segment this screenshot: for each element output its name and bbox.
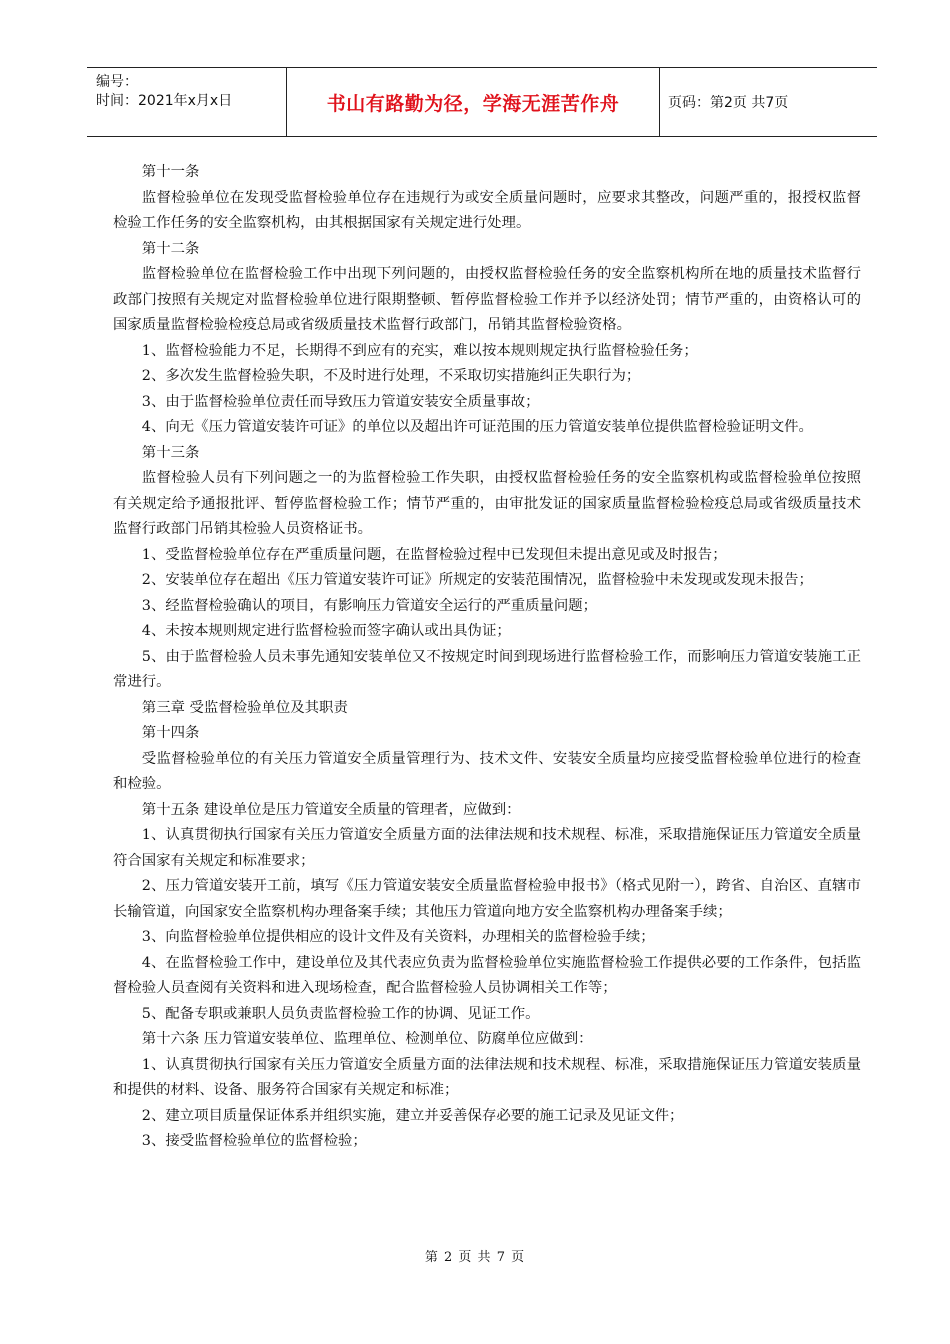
header-page-cell: [660, 68, 877, 136]
paragraph: 监督检验单位在发现受监督检验单位存在违规行为或安全质量问题时，应要求其整改，问题严重的，报授权监督检验工作任务的安全监察机构，由其根据国家有关规定进行处理。: [113, 189, 861, 231]
paragraph: 受监督检验单位的有关压力管道安全质量管理行为、技术文件、安装安全质量均应接受监督检验单位进行的检查和检验。: [113, 750, 861, 792]
chapter-3-heading: 第三章 受监督检验单位及其职责: [141, 699, 348, 716]
list-item: 3、由于监督检验单位责任而导致压力管道安装安全质量事故；: [141, 393, 540, 410]
list-item: 2、多次发生监督检验失职，不及时进行处理，不采取切实措施纠正失职行为；: [141, 368, 641, 384]
document-body: [113, 160, 861, 1155]
document-time-label: 时间：2021年x月x日: [96, 93, 233, 109]
list-item: 3、经监督检验确认的项目，有影响压力管道安全运行的严重质量问题；: [141, 597, 598, 614]
list-item: 2、安装单位存在超出《压力管道安装许可证》所规定的安装范围情况，监督检验中未发现或发现未报告；: [141, 572, 813, 588]
paragraph: 监督检验单位在监督检验工作中出现下列问题的，由授权监督检验任务的安全监察机构所在地的质量技术监督行政部门按照有关规定对监督检验单位进行限期整顿、暂停监督检验工作并予以经济处罚；情节严重的，由资格认可的国家质量监督检验检疫总局或省级质量技术监督行政部门，吊销其监督检验资格。: [113, 266, 861, 333]
list-item: 4、在监督检验工作中，建设单位及其代表应负责为监督检验单位实施监督检验工作提供必要的工作条件，包括监督检验人员查阅有关资料和进入现场检查，配合监督检验人员协调相关工作等；: [113, 954, 861, 996]
list-item: 4、未按本规则规定进行监督检验而签字确认或出具伪证；: [141, 623, 511, 639]
list-item: 5、由于监督检验人员未事先通知安装单位又不按规定时间到现场进行监督检验工作，而影响压力管道安装施工正常进行。: [113, 648, 861, 690]
list-item: 1、受监督检验单位存在严重质量问题，在监督检验过程中已发现但未提出意见或及时报告；: [141, 546, 727, 563]
footer-page-number: 第 2 页 共 7 页: [424, 1250, 526, 1265]
paragraph: 监督检验人员有下列问题之一的为监督检验工作失职，由授权监督检验任务的安全监察机构或监督检验单位按照有关规定给予通报批评、暂停监督检验工作；情节严重的，由审批发证的国家质量监督检验检疫总局或省级质量技术监督行政部门吊销其检验人员资格证书。: [113, 470, 861, 537]
header-motto: 书山有路勤为径，学海无涯苦作舟: [326, 92, 620, 115]
page-footer: [0, 1246, 950, 1265]
article-16-heading: 第十六条 压力管道安装单位、监理单位、检测单位、防腐单位应做到：: [141, 1031, 593, 1047]
list-item: 3、向监督检验单位提供相应的设计文件及有关资料，办理相关的监督检验手续；: [141, 929, 655, 945]
list-item: 3、接受监督检验单位的监督检验；: [141, 1133, 367, 1149]
article-11-heading: 第十一条: [141, 164, 200, 180]
article-15-heading: 第十五条 建设单位是压力管道安全质量的管理者，应做到：: [141, 801, 521, 818]
article-13-heading: 第十三条: [141, 444, 200, 461]
list-item: 4、向无《压力管道安装许可证》的单位以及超出许可证范围的压力管道安装单位提供监督检验证明文件。: [141, 419, 813, 435]
header-motto-cell: [286, 68, 660, 136]
list-item: 1、认真贯彻执行国家有关压力管道安全质量方面的法律法规和技术规程、标准，采取措施保证压力管道安全质量符合国家有关规定和标准要求；: [113, 827, 861, 869]
list-item: 1、监督检验能力不足，长期得不到应有的充实，难以按本规则规定执行监督检验任务；: [141, 342, 698, 359]
document-number-label: 编号：: [96, 74, 138, 90]
article-12-heading: 第十二条: [141, 240, 200, 257]
list-item: 1、认真贯彻执行国家有关压力管道安全质量方面的法律法规和技术规程、标准，采取措施保证压力管道安装质量和提供的材料、设备、服务符合国家有关规定和标准；: [113, 1056, 861, 1098]
header-page-label: 页码：第2页 共7页: [668, 95, 789, 111]
header-meta: [87, 68, 286, 136]
list-item: 5、配备专职或兼职人员负责监督检验工作的协调、见证工作。: [141, 1005, 540, 1022]
article-14-heading: 第十四条: [141, 725, 200, 741]
document-header: [87, 67, 877, 137]
list-item: 2、压力管道安装开工前，填写《压力管道安装安全质量监督检验申报书》（格式见附一），跨省、自治区、直辖市长输管道，向国家安全监察机构办理备案手续；其他压力管道向地方安全监察机构办理备案手续；: [113, 878, 861, 920]
list-item: 2、建立项目质量保证体系并组织实施，建立并妥善保存必要的施工记录及见证文件；: [141, 1107, 684, 1124]
